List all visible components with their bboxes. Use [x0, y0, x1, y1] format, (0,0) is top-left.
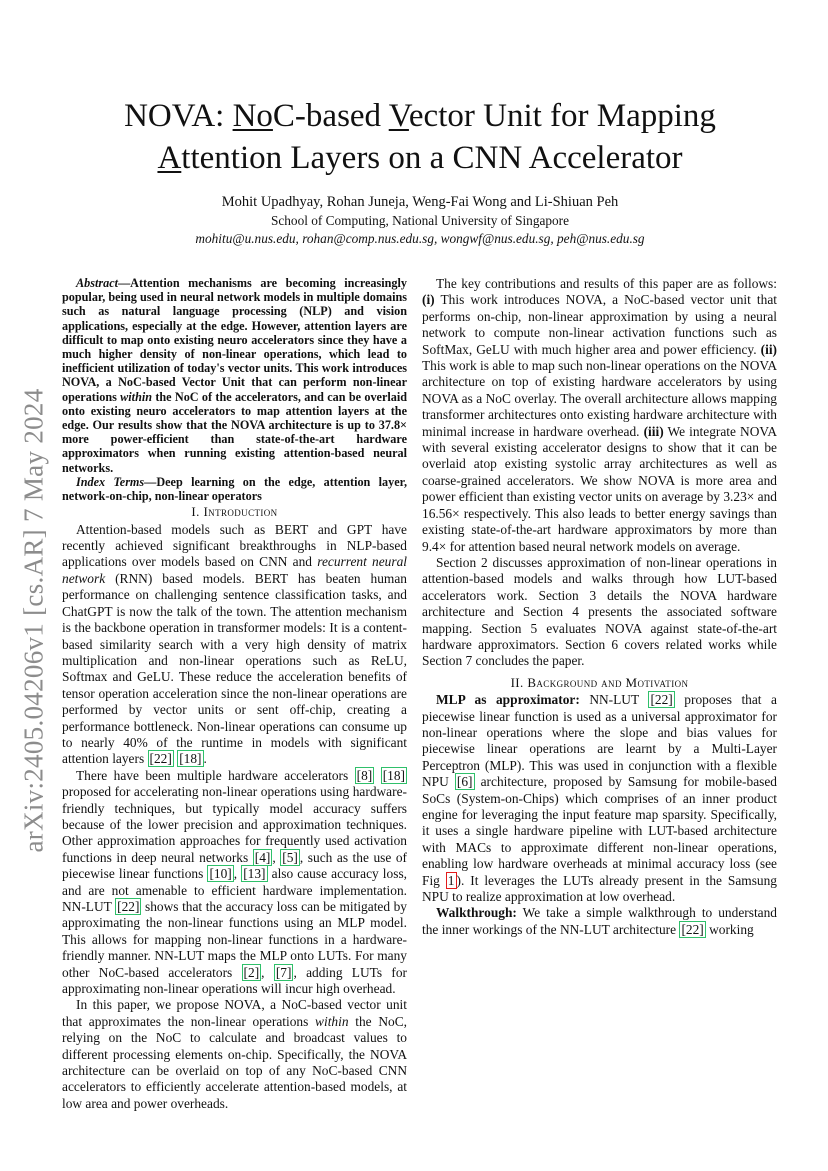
section-heading-introduction: I. Introduction [191, 504, 278, 520]
title-line-1 [124, 98, 716, 134]
title-text: ector Unit for Mapping [408, 98, 716, 134]
run-in-heading: MLP as approximator: [436, 692, 580, 708]
paragraph [422, 692, 777, 905]
text: (RNN) based models. BERT has beaten human performance on challenging sentence classification tasks, and ChatGPT is now the talk of the town. The attention mechanism is the backbone operation in transformer models: It is a content-based similarity search with a very high density of matrix multiplication and non-linear operations such as ReLU, Softmax and GeLU. These reduce the acceleration benefits of tensor operation acceleration since the non-linear operations are performed by vector units or sent off-chip, creating a performance bottleneck. Non-linear operations can consume up to nearly 40% of the runtime in models with significant attention layers [62, 570, 407, 767]
section-heading-background: II. Background and Motivation [510, 674, 689, 690]
text: , such as the use of piecewise linear functions [62, 849, 407, 882]
text: , [233, 866, 242, 882]
text: shows that the accuracy loss can be mitigated by approximating the non-linear functions using an MLP model. This allows for mapping non-linear functions in a hardware-friendly manner. NN-LUT maps the MLP onto LUTs. For many other NoC-based accelerators [62, 899, 407, 980]
index-terms [62, 475, 407, 503]
citation-link[interactable]: [5] [282, 849, 298, 865]
text: , [261, 964, 274, 980]
index-terms-text: —Deep learning on the edge, attention layer, network-on-chip, non-linear operators [62, 474, 407, 504]
contribution-marker: (ii) [760, 341, 777, 357]
citation-link[interactable]: [22] [117, 899, 140, 914]
paragraph [62, 768, 407, 998]
paper-title [60, 95, 780, 179]
paragraph [422, 276, 777, 555]
citation-link[interactable]: [18] [382, 767, 405, 783]
citation-link[interactable]: [2] [243, 964, 260, 980]
author-list: Mohit Upadhyay, Rohan Juneja, Weng-Fai Wong and Li-Shiuan Peh [221, 194, 619, 210]
title-text: ttention Layers on a CNN Accelerator [181, 140, 683, 176]
text: the NoC, relying on the NoC to calculate and broadcast values to different processing elements on-chip. Specifically, the NOVA architecture can be overlaid on top of any NoC-based CNN accelerators to efficiently accelerate attention-based models, at low area and power overheads. [62, 1013, 407, 1111]
title-underlined-no: No [232, 98, 273, 134]
abstract-emphasis: within [120, 389, 153, 404]
text: working [705, 921, 754, 937]
text: There have been multiple hardware accelerators [76, 767, 355, 783]
text: proposed for accelerating non-linear operations using hardware-friendly techniques, but typically model accuracy suffers because of the lower precision and approximation techniques. Other approximation approaches for frequently used activation functions in deep neural networks [62, 784, 407, 865]
text: We take a simple walkthrough to understand the inner workings of the NN-LUT architecture [422, 905, 777, 937]
arxiv-identifier: arXiv:2405.04206v1 [cs.AR] 7 May 2024 [18, 387, 49, 853]
contribution-marker: (i) [422, 292, 435, 308]
paragraph: Section 2 discusses approximation of non-linear operations in attention-based models and walks through how LUT-based accelerators work. Section 3 details the NOVA hardware architecture and Section 4 presents the associated software mapping. Section 5 evaluates NOVA against state-of-the-art hardware approximators. Section 6 covers related works while Section 7 concludes the paper. [422, 554, 777, 669]
abstract-dash: — [117, 276, 131, 290]
text: . [203, 751, 207, 767]
text: proposes that a piecewise linear function is used as a universal approximator for non-linear operations where the slope and bias values for piecewise linear operations are learnt by a Multi-Layer Perceptron (MLP). This was used in conjunction with a flexible NPU [422, 692, 777, 790]
title-underlined-v: V [388, 98, 409, 134]
paragraph [422, 905, 777, 938]
paragraph [62, 997, 407, 1112]
text: NN-LUT [579, 692, 649, 708]
text: This work is able to map such non-linear operations on the NOVA architecture on top of existing hardware accelerators by using NOVA as a NoC overlay. The overall architecture allows mapping transformer architectures onto existing hardware architecture with minimal increase in hardware overhead. [422, 358, 777, 439]
left-column [62, 276, 407, 1112]
title-line-2 [157, 140, 682, 176]
citation-link[interactable]: [6] [456, 774, 473, 790]
citation-link[interactable]: [4] [254, 849, 271, 865]
citation-link[interactable]: [7] [275, 964, 292, 980]
abstract-label: Abstract [76, 276, 118, 290]
abstract-text: Attention mechanisms are becoming increasingly popular, being used in neural network models in multiple domains such as natural language processing (NLP) and vision applications, especially at the edge. However, attention layers are difficult to map onto existing neuro accelerators since they have a much higher density of non-linear operations, which lead to inefficient utilization of today's vector units. This work introduces NOVA, a NoC-based Vector Unit that can perform non-linear operations [62, 276, 407, 404]
citation-link[interactable]: [13] [243, 866, 266, 882]
text: In this paper, we propose NOVA, a NoC-based vector unit that approximates the non-linear operations [62, 997, 407, 1029]
abstract-text: the NoC of the accelerators, and can be overlaid onto existing neuro accelerators to map attention layers at the edge. Our results show that the NOVA architecture is up to 37.8× more power-efficient than state-of-the-art hardware approximators when running existing attention-based neural networks. [62, 389, 407, 475]
text: also cause accuracy loss, and are not amenable to efficient hardware implementation. NN-LUT [62, 866, 407, 914]
arxiv-side-stamp [6, 360, 62, 880]
text: , [272, 849, 281, 865]
title-underlined-a: A [157, 140, 182, 176]
right-column [422, 276, 777, 938]
text: The key contributions and results of this paper are as follows: [436, 276, 777, 291]
run-in-heading: Walkthrough: [436, 905, 517, 921]
text: architecture, proposed by Samsung for mobile-based SoCs (System-on-Chips) which comprises of an inner product engine for leveraging the input feature map sparsity. Specifically, it uses a single hardware pipeline with LUT-based architecture with MACs to approximate different non-linear operations, enabling low hardware overheads at minimal accuracy loss (see Fig [422, 774, 777, 888]
title-text: C-based [272, 98, 389, 134]
text: ). It leverages the LUTs already present in the Samsung NPU to realize approximation at low overhead. [422, 872, 777, 905]
citation-link[interactable]: [22] [650, 692, 673, 708]
citation-link[interactable]: [10] [209, 866, 232, 882]
emphasis: within [315, 1013, 349, 1029]
citation-link[interactable]: [18] [179, 751, 202, 767]
citation-link[interactable]: [22] [681, 921, 704, 937]
abstract [62, 276, 407, 475]
text: This work introduces NOVA, a NoC-based vector unit that performs on-chip, non-linear approximation by using a neural network to compute non-linear activation functions such as SoftMax, GeLU with much higher area and power efficiency. [422, 292, 777, 357]
emphasis: recurrent neural network [62, 554, 407, 586]
text: We integrate NOVA with several existing accelerator designs to show that it can be overlaid atop existing systolic array architectures as well as coarse-grained accelerators. We show NOVA is more area and power efficient than existing vector units on average by 3.23× and 16.56× respectively. This also leads to better energy savings than existing state-of-the-art hardware approximators by more than 9.4× for attention based neural network models on average. [422, 423, 777, 554]
affiliation: School of Computing, National University of Singapore [270, 213, 570, 228]
text: Attention-based models such as BERT and GPT have recently achieved significant breakthroughs in NLP-based applications over models based on CNN and [62, 521, 407, 570]
citation-link[interactable]: [22] [149, 751, 172, 767]
citation-link[interactable]: [8] [356, 767, 373, 783]
contribution-marker: (iii) [643, 423, 664, 439]
title-text: NOVA: [124, 98, 233, 134]
index-terms-label: Index Terms [76, 474, 145, 489]
author-emails: mohitu@u.nus.edu, rohan@comp.nus.edu.sg, wongwf@nus.edu.sg, peh@nus.edu.sg [195, 231, 645, 246]
text: , adding LUTs for approximating non-linear operations will incur high overhead. [62, 964, 407, 997]
spacer [422, 670, 777, 674]
paragraph [62, 522, 407, 768]
figure-reference-link[interactable]: 1 [447, 872, 455, 888]
